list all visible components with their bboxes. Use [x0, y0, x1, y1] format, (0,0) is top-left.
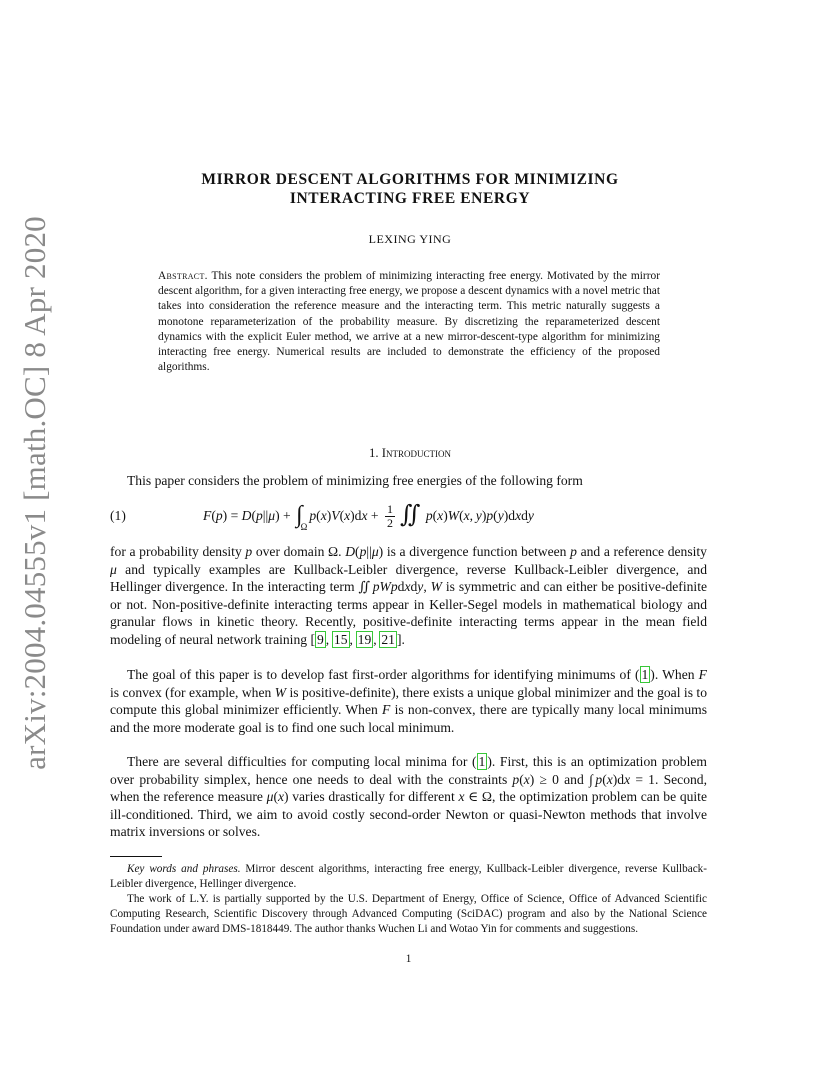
text-run: is convex (for example, when — [110, 684, 275, 700]
citation-link[interactable]: 21 — [381, 631, 395, 647]
text-run: . When — [654, 667, 699, 682]
text-run: is non-convex, there are typically many local minimums and the more moderate goal is to find one such local minimum. — [110, 702, 707, 735]
text-run: and a reference density — [576, 544, 707, 559]
footnote-acknowledgement: The work of L.Y. is partially supported by the U.S. Department of Energy, Office of Science, Office of Advanced Scientific Computing Research, Scientific Discovery through Advanced Computing (SciDAC) program and also by the National Science Foundation under award DMS-1818449. The author thanks Wuchen Li and Wotao Yin for comments and suggestions. — [110, 893, 707, 935]
abstract — [158, 269, 660, 375]
text-run: There are several difficulties for computing local minima for — [127, 754, 472, 769]
equation-1 — [110, 496, 707, 536]
section-title: Introduction — [381, 446, 452, 460]
text-run: and typically examples are Kullback-Leibler divergence, reverse Kullback-Leibler divergence, and Hellinger divergence. In the interacting term — [110, 561, 707, 595]
text-run: and — [558, 771, 589, 787]
keywords-label: Key words and phrases. — [127, 863, 241, 875]
paragraph-3: The goal of this paper is to develop fast first-order algorithms for identifying minimums of ( 1 ). When F is convex (for example, when W is positive-definite), there exists a unique global minimizer and the goal is to compute this global minimizer efficiently. When F is non-convex, there are typically many local minimums and the more moderate goal is to find one such local minimum. — [110, 667, 707, 735]
abstract-text: This note considers the problem of minimizing interacting free energy. Motivated by the mirror descent algorithm, for a given interacting free energy, we propose a descent dynamics with a novel metric that takes into consideration the reference measure and the interacting term. This metric naturally suggests a monotone reparameterization of the probability measure. By discretizing the reparameterized descent dynamics with the explicit Euler method, we arrive at a new mirror-descent-type algorithm for minimizing interacting free energy. Numerical results are included to demonstrate the efficiency of the proposed algorithms. — [158, 270, 660, 374]
equation-reference-link[interactable]: 1 — [641, 667, 649, 682]
page-number: 1 — [405, 953, 412, 965]
text-run: . First, this is an optimization problem over probability simplex, hence one needs to deal with the constraints — [110, 754, 707, 787]
text-run: over domain Ω. — [252, 544, 346, 559]
text-run: for a probability density — [110, 544, 246, 559]
paragraph-1: This paper considers the problem of minimizing free energies of the following form — [127, 473, 583, 488]
text-run: . — [401, 631, 405, 647]
text-run: . Second, when the reference measure — [110, 771, 707, 805]
paragraph-4: There are several difficulties for computing local minima for ( 1 ). First, this is an optimization problem over probability simplex, hence one needs to deal with the constraints p(x) ≥ 0 and ∫ p(x)dx = 1. Second, when the reference measure μ(x) varies drastically for different x ∈ Ω, the optimization problem can be quite ill-conditioned. Third, we aim to avoid costly second-order Newton or quasi-Newton methods that involve matrix inversions or solves. — [110, 754, 707, 840]
title-line-1: MIRROR DESCENT ALGORITHMS FOR MINIMIZING — [201, 171, 619, 188]
equation-reference[interactable]: ( 1 ) — [472, 754, 492, 769]
title-line-2: INTERACTING FREE ENERGY — [289, 190, 531, 207]
section-number: 1. — [368, 446, 379, 460]
author-name: LEXING YING — [368, 232, 452, 246]
citation-group: [ 9 , 15 , 19 , 21 ] — [310, 631, 402, 647]
equation-body: F ( p ) = D ( p || μ ) + ∫ Ω p ( x ) V ( x )d x + $\frac{1}{2}$ ∬ p ( x ) W ( x , y ) p ( y )d x d y — [203, 501, 534, 532]
citation-link[interactable]: 9 — [317, 631, 324, 647]
arxiv-identifier-text: arXiv:2004.04555v1 [math.OC] 8 Apr 2020 — [17, 216, 53, 770]
text-run: , the optimization problem can be quite ill-conditioned. Third, we aim to avoid costly second-order Newton or quasi-Newton methods that involve matrix inversions or solves. — [110, 789, 707, 840]
text-run: The goal of this paper is to develop fast first-order algorithms for identifying minimums of — [127, 667, 635, 682]
keywords-text: Mirror descent algorithms, interacting free energy, Kullback-Leibler divergence, reverse Kullback-Leibler divergence, Hellinger divergence. — [110, 863, 707, 890]
section-heading-introduction — [110, 446, 710, 461]
citation-link[interactable]: 19 — [357, 631, 372, 647]
equation-reference-link[interactable]: 1 — [478, 754, 486, 769]
paragraph-2: for a probability density p over domain Ω. D(p||μ) is a divergence function between p and a reference density μ and typically examples are Kullback-Leibler divergence, reverse Kullback-Leibler divergence, and Hellinger divergence. In the interacting term ∬ pWpdxdy, W is symmetric and can either be positive-definite or not. Non-positive-definite interacting terms appear in Keller-Segel models in mathematical biology and granular flows in kinetic theory. Recently, positive-definite interacting terms appear in the mean field modeling of neural network training [ 9 , 15 , 19 , 21 ]. — [110, 544, 707, 647]
footnote-divider — [110, 856, 162, 857]
equation-reference[interactable]: ( 1 ) — [634, 667, 655, 682]
text-run: is symmetric and can either be positive-definite or not. Non-positive-definite interacting terms appear in Keller-Segel models in mathematical biology and granular flows in kinetic theory. Recently, positive-definite interacting terms appear in the mean field modeling of neural network training — [110, 579, 707, 647]
paper-title — [110, 170, 710, 208]
footnote-keywords — [110, 862, 707, 892]
arxiv-identifier-stamp — [10, 216, 60, 770]
citation-link[interactable]: 15 — [333, 631, 348, 647]
abstract-label: Abstract. — [158, 270, 208, 282]
text-run: varies drastically for different — [288, 789, 459, 805]
text-run: is positive-definite), there exists a unique global minimizer and the goal is to compute this global minimizer efficiently. When — [110, 684, 707, 718]
text-run: is a divergence function between — [383, 544, 571, 559]
equation-number: (1) — [110, 508, 126, 523]
